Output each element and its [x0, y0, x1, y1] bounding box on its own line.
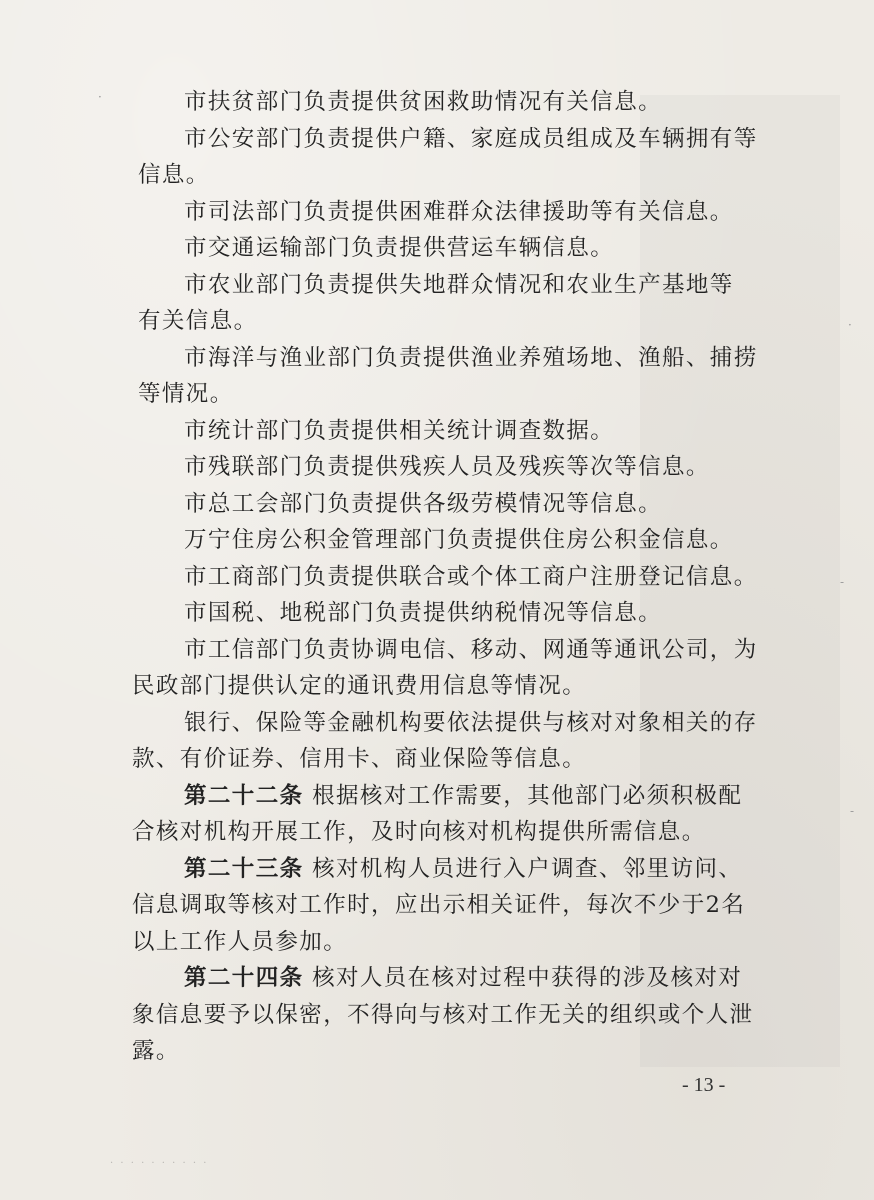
text-line [132, 84, 744, 121]
article-paragraph-line [132, 851, 744, 888]
line-text: 市司法部门负责提供困难群众法律援助等有关信息。 [184, 198, 734, 225]
text-line [132, 595, 744, 632]
line-text: 市农业部门负责提供失地群众情况和农业生产基地等 [184, 271, 734, 298]
page-number: - 13 - [682, 1074, 726, 1096]
line-text: 市交通运输部门负责提供营运车辆信息。 [184, 235, 615, 261]
text-line [132, 1033, 744, 1070]
text-line [132, 267, 744, 304]
line-text: 万宁住房公积金管理部门负责提供住房公积金信息。 [184, 527, 734, 553]
text-line [132, 522, 744, 559]
text-line [132, 559, 758, 596]
text-line [132, 449, 744, 486]
line-text: 市公安部门负责提供户籍、家庭成员组成及车辆拥有等 [184, 125, 758, 152]
line-text: 市统计部门负责提供相关统计调查数据。 [184, 417, 615, 444]
article-paragraph-line [132, 960, 744, 997]
line-text: 市国税、地税部门负责提供纳税情况等信息。 [184, 600, 663, 626]
text-line [132, 741, 744, 778]
line-text: 象信息要予以保密，不得向与核对工作无关的组织或个人泄 [132, 1001, 754, 1028]
line-text: 信息调取等核对工作时，应出示相关证件，每次不少于2名 [132, 892, 746, 918]
line-text: 市工商部门负责提供联合或个体工商户注册登记信息。 [184, 563, 758, 590]
scan-speck: - [850, 804, 855, 818]
text-line [132, 340, 758, 377]
line-text: 信息。 [138, 162, 210, 188]
text-line [132, 230, 744, 267]
text-line [132, 194, 744, 231]
line-text: 民政部门提供认定的通讯费用信息等情况。 [132, 673, 587, 699]
article-number: 第二十三条 [184, 855, 304, 882]
text-line [132, 668, 744, 705]
line-text: 市工信部门负责协调电信、移动、网通等通讯公司，为 [184, 636, 758, 663]
text-line [132, 814, 744, 851]
line-text: 款、有价证券、信用卡、商业保险等信息。 [132, 746, 587, 772]
line-text: 市总工会部门负责提供各级劳模情况等信息。 [184, 490, 663, 517]
text-line [132, 705, 758, 742]
line-text: 银行、保险等金融机构要依法提供与核对对象相关的存 [184, 709, 758, 736]
text-line [132, 997, 754, 1034]
line-text: 有关信息。 [138, 308, 258, 334]
line-text: 等情况。 [138, 381, 234, 407]
text-line [132, 303, 744, 340]
line-text: 核对人员在核对过程中获得的涉及核对对 [303, 965, 743, 991]
line-text: 根据核对工作需要，其他部门必须积极配 [303, 782, 743, 809]
line-text: 核对机构人员进行入户调查、邻里访问、 [303, 855, 743, 882]
line-text: 市残联部门负责提供残疾人员及残疾等次等信息。 [184, 454, 710, 480]
scan-dots: · · · · · · · · · · [110, 1158, 209, 1169]
line-text: 市扶贫部门负责提供贫困救助情况有关信息。 [184, 89, 663, 115]
text-line [132, 486, 744, 523]
text-line [132, 413, 744, 450]
document-body [132, 84, 758, 1070]
article-number: 第二十四条 [184, 965, 304, 991]
article-paragraph-line [132, 778, 744, 815]
text-line [132, 924, 744, 961]
line-text: 市海洋与渔业部门负责提供渔业养殖场地、渔船、捕捞 [184, 344, 758, 371]
line-text: 露。 [132, 1038, 180, 1064]
scan-speck: · [98, 90, 102, 104]
text-line [132, 157, 744, 194]
text-line [132, 632, 758, 669]
line-text: 以上工作人员参加。 [132, 928, 348, 955]
article-number: 第二十二条 [184, 782, 304, 809]
scan-speck: - [840, 575, 845, 589]
scan-speck: · [848, 318, 852, 332]
text-line [132, 121, 758, 158]
line-text: 合核对机构开展工作，及时向核对机构提供所需信息。 [132, 819, 706, 845]
text-line [132, 887, 744, 924]
text-line [132, 376, 744, 413]
